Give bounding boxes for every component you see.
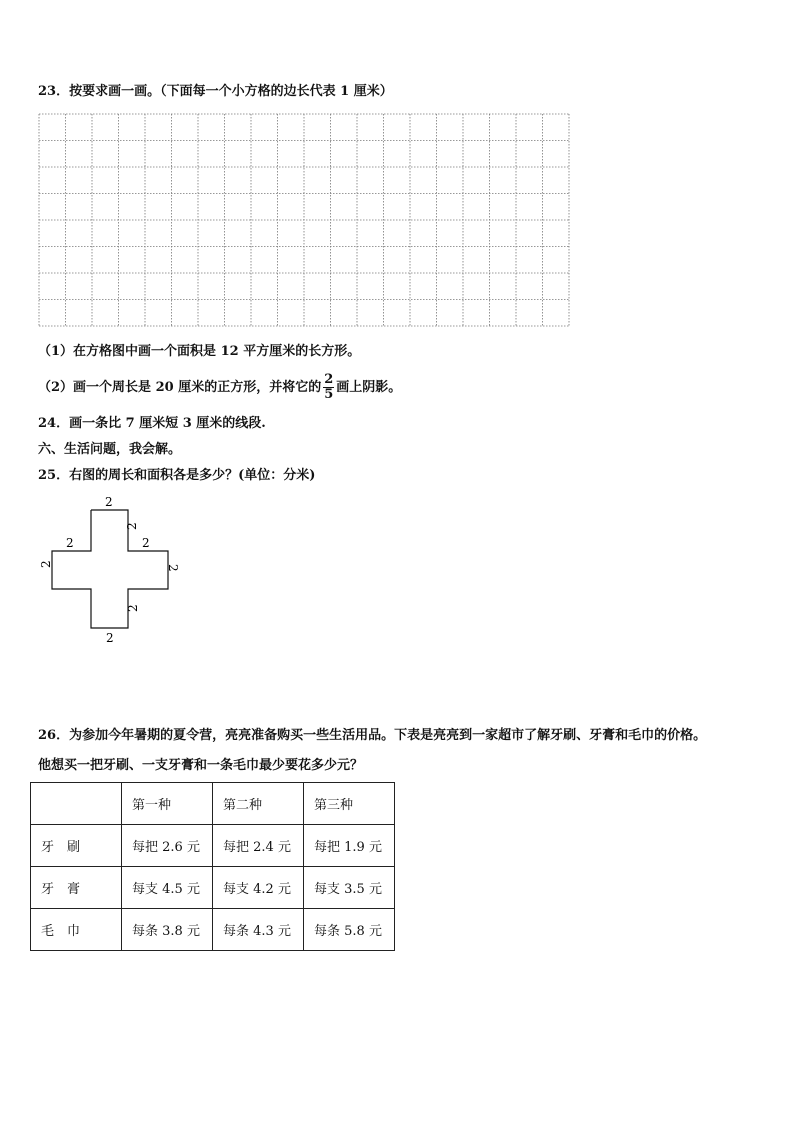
q25-text: 25．右图的周长和面积各是多少？(单位：分米): [38, 468, 316, 483]
table-cell: 每条 4.3 元: [213, 909, 304, 951]
table-cell: 牙 膏: [31, 867, 122, 909]
table-header-row: [31, 783, 395, 825]
table-header-cell: 第二种: [213, 783, 304, 825]
table-header-cell: [31, 783, 122, 825]
cross-shape-figure: [34, 490, 194, 650]
q23-title: 23．按要求画一画。（下面每一个小方格的边长代表 1 厘米）: [38, 84, 393, 99]
table-cell: 毛 巾: [31, 909, 122, 951]
fraction-denominator: 5: [324, 387, 334, 402]
table-cell: 每把 1.9 元: [304, 825, 395, 867]
fraction: [323, 373, 334, 402]
section6-heading: 六、生活问题，我会解。: [38, 442, 182, 457]
q23-part2: [38, 368, 401, 408]
label-right-side: 2: [166, 564, 180, 572]
table-cell: 牙 刷: [31, 825, 122, 867]
label-right-arm-top: 2: [142, 536, 150, 550]
table-cell: 每条 5.8 元: [304, 909, 395, 951]
label-top: 2: [105, 495, 113, 509]
label-right-lower: 2: [126, 604, 140, 612]
table-cell: 每把 2.6 元: [122, 825, 213, 867]
table-row: [31, 825, 395, 867]
table-row: [31, 909, 395, 951]
table-header-cell: 第一种: [122, 783, 213, 825]
table-header-cell: 第三种: [304, 783, 395, 825]
q24-text: 24．画一条比 7 厘米短 3 厘米的线段.: [38, 416, 266, 431]
square-grid[interactable]: [38, 113, 570, 327]
table-cell: 每把 2.4 元: [213, 825, 304, 867]
label-right-upper: 2: [125, 522, 139, 530]
label-left-side: 2: [39, 560, 53, 568]
q26-line2: 他想买一把牙刷、一支牙膏和一条毛巾最少要花多少元？: [38, 758, 364, 773]
q23-part1: （1）在方格图中画一个面积是 12 平方厘米的长方形。: [38, 344, 361, 359]
table-cell: 每支 3.5 元: [304, 867, 395, 909]
q23-part2-before: （2）画一个周长是 20 厘米的正方形，并将它的: [38, 380, 322, 395]
price-table: [30, 782, 395, 951]
label-bottom: 2: [106, 631, 114, 645]
table-cell: 每条 3.8 元: [122, 909, 213, 951]
label-left-arm-top: 2: [66, 536, 74, 550]
q23-part2-after: 画上阴影。: [336, 380, 402, 395]
table-cell: 每支 4.5 元: [122, 867, 213, 909]
cross-outline: [52, 510, 168, 628]
fraction-numerator: 2: [324, 372, 334, 387]
table-row: [31, 867, 395, 909]
q26-line1: 26．为参加今年暑期的夏令营，亮亮准备购买一些生活用品。下表是亮亮到一家超市了解牙刷、牙膏和毛巾的价格。: [38, 728, 707, 743]
table-cell: 每支 4.2 元: [213, 867, 304, 909]
